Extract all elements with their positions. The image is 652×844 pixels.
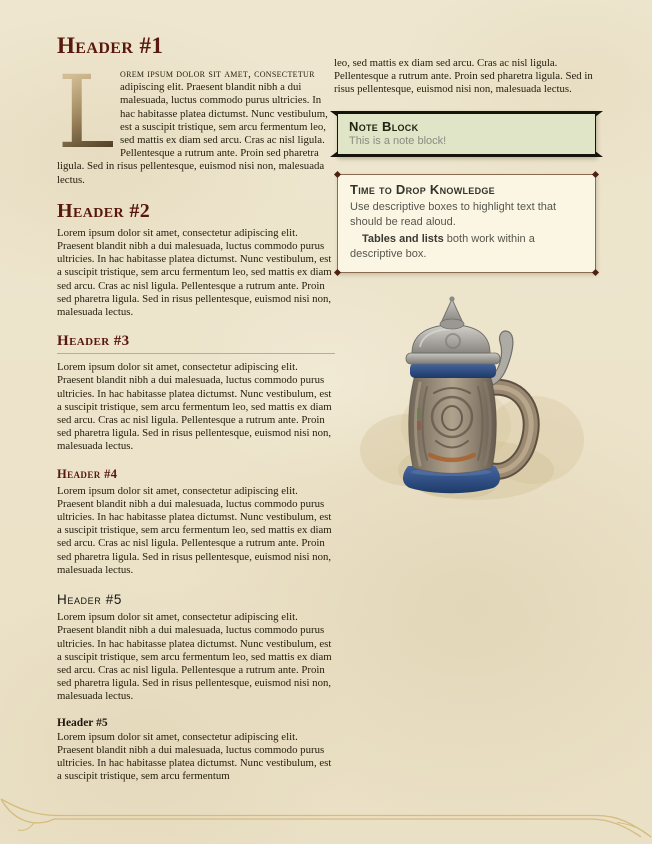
note-block <box>337 111 596 157</box>
paragraph-2: Lorem ipsum dolor sit amet, consectetur adipiscing elit. Praesent blandit nibh a dui malesuada, luctus commodo purus ultricies. In hac habitasse platea dictumst. Nunc vestibulum, est a suscipit tristique, sem arcu fermentum leo, sed mattis ex diam sed arcu. Cras ac nisl ligula. Pellentesque a rutrum ante. Proin sed pharetra ligula. Sed in risus pellentesque, euismod nisi non, malesuada lectus. <box>57 226 332 319</box>
continuation-paragraph: leo, sed mattis ex diam sed arcu. Cras ac nisl ligula. Pellentesque a rutrum ante. Proin sed pharetra ligula. Sed in risus pellentesque, euismod nisi non, malesuada lectus. <box>334 57 593 96</box>
descriptive-box-line2 <box>350 232 583 262</box>
note-block-title: Note Block <box>349 118 419 134</box>
bottom-flourish-border <box>0 798 652 838</box>
corner-diamond-icon <box>592 171 599 178</box>
descriptive-box-body <box>350 200 583 262</box>
stein-collar-band <box>410 363 496 378</box>
descriptive-box-title: Time to Drop Knowledge <box>350 181 495 197</box>
note-corner-tip-icon <box>330 111 338 117</box>
header-3: Header #3 <box>57 333 335 354</box>
header-6-bold: Header #5 <box>57 716 108 729</box>
lead-paragraph <box>57 54 335 187</box>
descriptive-box-line2-bold: Tables and lists <box>362 232 444 245</box>
paragraph-6-truncated: Lorem ipsum dolor sit amet, consectetur adipiscing elit. Praesent blandit nibh a dui malesuada, luctus commodo purus ultricies. In hac habitasse platea dictumst. Nunc vestibulum, est a suscipit tristique, sem arcu fermentum <box>57 730 332 783</box>
left-column <box>57 33 335 783</box>
ornate-dropcap-letter: L <box>57 54 124 171</box>
header-2: Header #2 <box>57 199 151 222</box>
note-corner-tip-icon <box>595 111 603 117</box>
descriptive-box-line1: Use descriptive boxes to highlight text that should be read aloud. <box>350 200 557 228</box>
lead-body-text: adipiscing elit. Praesent blandit nibh a dui malesuada, luctus commodo purus ultricies. In hac habitasse platea dictumst. Nunc vestibulum, est a suscipit tristique, sem arcu fermentum leo, sed mattis ex diam sed arcu. Cras ac nisl ligula. Pellentesque a rutrum ante. Proin sed pharetra ligula. Sed in risus pellentesque, euismod nisi non, malesuada lectus. <box>57 81 328 186</box>
corner-diamond-icon <box>592 269 599 276</box>
paragraph-5: Lorem ipsum dolor sit amet, consectetur adipiscing elit. Praesent blandit nibh a dui malesuada, luctus commodo purus ultricies. In hac habitasse platea dictumst. Nunc vestibulum, est a suscipit tristique, sem arcu fermentum leo, sed mattis ex diam sed arcu. Cras ac nisl ligula. Pellentesque a rutrum ante. Proin sed pharetra ligula. Sed in risus pellentesque, euismod nisi non, malesuada lectus. <box>57 611 332 703</box>
paragraph-3: Lorem ipsum dolor sit amet, consectetur adipiscing elit. Praesent blandit nibh a dui malesuada, luctus commodo purus ultricies. In hac habitasse platea dictumst. Nunc vestibulum, est a suscipit tristique, sem arcu fermentum leo, sed mattis ex diam sed arcu. Cras ac nisl ligula. Pellentesque a rutrum ante. Proin sed pharetra ligula. Sed in risus pellentesque, euismod nisi non, malesuada lectus. <box>57 361 332 453</box>
corner-diamond-icon <box>334 269 341 276</box>
stein-lid-rim <box>406 353 500 364</box>
note-block-body: This is a note block! <box>349 134 447 147</box>
descriptive-box-line2-rest: both work within a descriptive box. <box>350 232 535 260</box>
header-5: Header #5 <box>57 592 122 608</box>
note-corner-tip-icon <box>595 151 603 157</box>
header-4: Header #4 <box>57 466 118 481</box>
beer-stein-illustration <box>356 290 586 505</box>
note-corner-tip-icon <box>330 151 338 157</box>
descriptive-box <box>337 174 596 273</box>
corner-diamond-icon <box>334 171 341 178</box>
header-1: Header #1 <box>57 33 164 58</box>
lead-smallcaps-text: orem ipsum dolor sit amet, consectetur <box>120 68 315 80</box>
right-column <box>334 57 599 273</box>
paragraph-4: Lorem ipsum dolor sit amet, consectetur adipiscing elit. Praesent blandit nibh a dui malesuada, luctus commodo purus ultricies. In hac habitasse platea dictumst. Nunc vestibulum, est a suscipit tristique, sem arcu fermentum leo, sed mattis ex diam sed arcu. Cras ac nisl ligula. Pellentesque a rutrum ante. Proin sed pharetra ligula. Sed in risus pellentesque, euismod nisi non, malesuada lectus. <box>57 484 332 576</box>
